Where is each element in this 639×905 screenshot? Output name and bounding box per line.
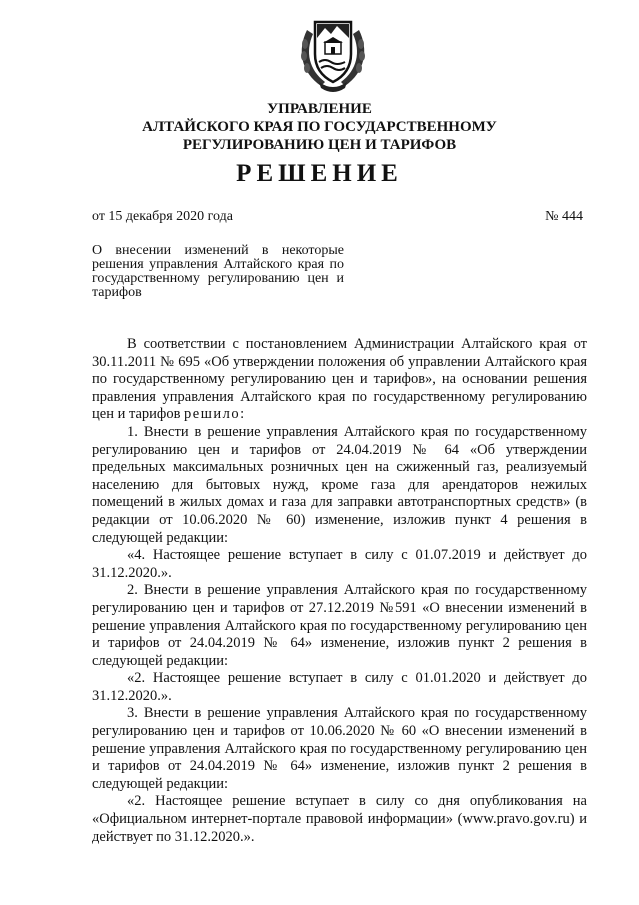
intro-text: В соответствии с постановлением Администрации Алтайского края от 30.11.2011 № 695 «Об утверждении положения об управлении Алтайского края по государственному регулированию цен и тарифов», на основании решения правления управления Алтайского края по государственному регулированию цен и тарифов — [92, 336, 587, 423]
document-number: № 444 — [545, 209, 583, 224]
quote-2: «2. Настоящее решение вступает в силу с 01.01.2020 и действует до 31.12.2020.». — [92, 670, 587, 704]
paragraph-intro — [92, 336, 587, 424]
document-date: от 15 декабря 2020 года — [92, 209, 233, 224]
agency-header-line-1: УПРАВЛЕНИЕ — [267, 101, 372, 117]
coat-of-arms-icon — [295, 10, 371, 94]
paragraph-1: 1. Внести в решение управления Алтайского края по государственному регулированию цен и тарифов от 24.04.2019 № 64 «Об утверждении предельных максимальных розничных цен на сжиженный газ, реализуемый населению для бытовых нужд, кроме газа для арендаторов нежилых помещений в жилых домах и газа для заправки автотранспортных средств» (в редакции от 10.06.2020 № 60) изменение, изложив пункт 4 решения в следующей редакции: — [92, 423, 587, 546]
document-body — [92, 336, 587, 846]
document-title: РЕШЕНИЕ — [236, 160, 403, 187]
quote-1: «4. Настоящее решение вступает в силу с 01.07.2019 и действует до 31.12.2020.». — [92, 547, 587, 581]
paragraph-2: 2. Внести в решение управления Алтайского края по государственному регулированию цен и тарифов от 27.12.2019 №591 «О внесении изменений в решение управления Алтайского края по государственному регулированию цен и тарифов от 24.04.2019 № 64» изменение, изложив пункт 2 решения в следующей редакции: — [92, 582, 587, 669]
document-subject: О внесении изменений в некоторые решения управления Алтайского края по государственному регулированию цен и тарифов — [92, 243, 344, 300]
intro-verb: решило: — [184, 406, 246, 423]
quote-3: «2. Настоящее решение вступает в силу со дня опубликования на «Официальном интернет-портале правовой информации» (www.pravo.gov.ru) и действует по 31.12.2020.». — [92, 793, 587, 845]
paragraph-3: 3. Внести в решение управления Алтайского края по государственному регулированию цен и тарифов от 10.06.2020 № 60 «О внесении изменений в решение управления Алтайского края по государственному регулированию цен и тарифов от 24.04.2019 № 64» изменение, изложив пункт 2 решения в следующей редакции: — [92, 705, 587, 792]
agency-header-line-3: РЕГУЛИРОВАНИЮ ЦЕН И ТАРИФОВ — [182, 137, 457, 153]
agency-header-line-2: АЛТАЙСКОГО КРАЯ ПО ГОСУДАРСТВЕННОМУ — [142, 119, 497, 135]
agency-header — [0, 100, 639, 154]
